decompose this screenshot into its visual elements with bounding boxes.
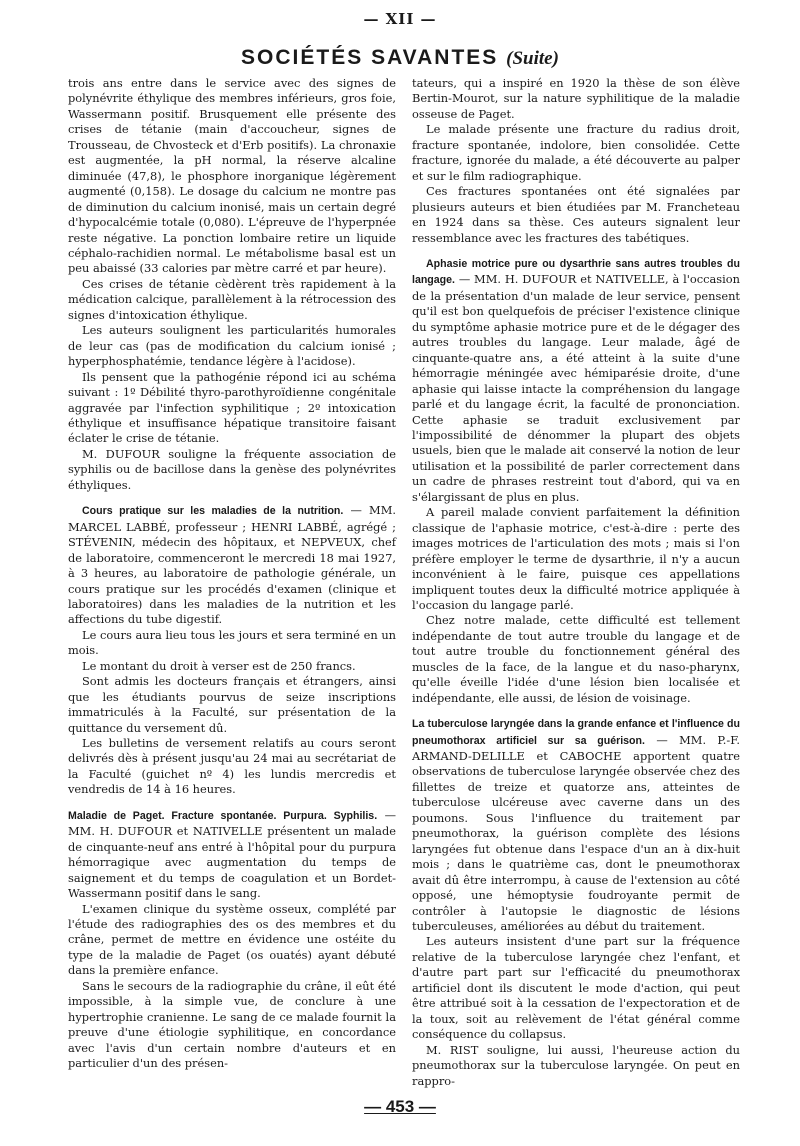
paragraph: trois ans entre dans le service avec des signes de polynévrite éthylique des membres inférieurs, gros foie, Wassermann positif. Brusquement elle présente des crises de tétanie (main d'accoucheur, signes de Trousseau, de Chvosteck et d'Erb positifs). La chronaxie est augmentée, la pH normal, la réserve alcaline diminuée (47,8), le phosphore inorganique légèrement augmenté (0,158). Le dosage du calcium ne montre pas de diminution du calcium inonisé, mais un certain degré d'hypocalcémie totale (0,080). L'épreuve de l'hyperpnée reste négative. La ponction lombaire retire un liquide céphalo-rachidien normal. Le métabolisme basal est un peu abaissé (33 calories par mètre carré et par heure). [68,76,396,276]
section-heading: Cours pratique sur les maladies de la nutrition. [82,505,344,518]
paragraph: Les auteurs soulignent les particularités humorales de leur cas (pas de modification du calcium ionisé ; hyperphosphatémie, tendance légère à l'acidose). [68,323,396,369]
section-heading: La tuberculose laryngée dans la grande enfance et l'influence du pneumothorax artificiel sur sa guérison. [412,718,740,747]
page-number-footer [0,1097,800,1117]
page-number: — 453 — [364,1097,436,1116]
paragraph: Les auteurs insistent d'une part sur la fréquence relative de la tuberculose laryngée chez l'enfant, et d'autre part part sur l'efficacité du pneumothorax artificiel dont ils discutent le mode d'action, qui peut être attribué soit à la cessation de l'expectoration et de la toux, soit au relèvement de l'état général comme conséquence du collapsus. [412,934,740,1042]
section-paget [68,808,396,902]
section-text: — MM. P.-F. ARMAND-DELILLE et CABOCHE apportent quatre observations de tuberculose laryngée observée chez des fillettes de treize et quatorze ans, atteintes de tuberculose ulcéreuse avec caverne dans un des poumons. Sous l'influence du traitement par pneumothorax, la guérison complète des lésions laryngées fut obtenue dans l'espace d'un an à dix-huit mois ; dans le quatrième cas, dont le pneumothorax avait dû être interrompu, à cause de l'extension au côté opposé, une hémoptysie foudroyante permit de contrôler à l'autopsie le diagnostic de lésions tuberculeuses, améliorées au début du traitement. [412,732,741,934]
paragraph: Ces crises de tétanie cèdèrent très rapidement à la médication calcique, parallèlement à la rétrocession des signes d'intoxication éthylique. [68,276,396,322]
section-text: — MM. H. DUFOUR et NATIVELLE présentent un malade de cinquante-neuf ans entré à l'hôpital pour du purpura hémorragique avec augmentation du temps de saignement et du temps de coagulation et un Bordet-Wassermann positif dans le sang. [68,807,397,901]
paragraph: tateurs, qui a inspiré en 1920 la thèse de son élève Bertin-Mourot, sur la nature syphilitique de la maladie osseuse de Paget. [412,76,740,121]
section-text: — MM. MARCEL LABBÉ, professeur ; HENRI LABBÉ, agrégé ; STÉVENIN, médecin des hôpitaux, et NEPVEUX, chef de laboratoire, commenceront le mercredi 18 mai 1927, à 3 heures, au laboratoire de pathologie générale, un cours pratique sur les procédés d'examen (clinique et laboratoires) dans les maladies de la nutrition et les affections du tube digestif. [68,503,396,627]
section-aphasie [412,256,740,505]
page-roman-numeral: — XII — [363,10,437,28]
section-heading: Aphasie motrice pure ou dysarthrie sans autres troubles du langage. [412,257,740,287]
paragraph: M. DUFOUR souligne la fréquente association de syphilis ou de bacillose dans la genèse des polynévrites éthyliques. [68,446,396,492]
page-title [0,46,800,70]
paragraph: Chez notre malade, cette difficulté est tellement indépendante de tout autre trouble du langage et de tout autre trouble du fonctionnement général des muscles de la face, de la langue et du naso-pharynx, qu'elle éveille l'idée d'une lésion bien localisée et indépendante, elle aussi, de lésion de voisinage. [412,613,740,705]
section-nutrition [68,503,396,628]
right-column [412,76,740,1089]
paragraph: A pareil malade convient parfaitement la définition classique de l'aphasie motrice, c'est-à-dire : perte des images motrices de l'articulation des mots ; mais si l'on préfère employer le terme de dysarthrie, il n'y a aucun inconvénient à le faire, puisque ces appellations impliquent toutes deux la difficulté motrice appliquée à l'occasion du langage parlé. [412,505,740,612]
paragraph: Le montant du droit à verser est de 250 francs. [82,658,356,673]
paragraph: Sans le secours de la radiographie du crâne, il eût été impossible, à la simple vue, de conclure à une hypertrophie cranienne. Le sang de ce malade fournit la preuve d'une étiologie syphilitique, en concordance avec l'avis d'un certain nombre d'auteurs et en particulier d'un des présen- [68,978,396,1071]
paragraph: Les bulletins de versement relatifs au cours seront delivrés dès à présent jusqu'au 24 mai au secrétariat de la Faculté (guichet nº 4) les lundis mercredis et vendredis de 14 à 16 heures. [68,736,396,797]
paragraph: Ces fractures spontanées ont été signalées par plusieurs auteurs et bien étudiées par M. Francheteau en 1924 dans sa thèse. Ces auteurs signalent leur ressemblance avec les fractures des tabétiques. [412,184,740,245]
title-suite: (Suite) [506,48,559,69]
left-column [68,76,396,1072]
section-tuberculose [412,716,740,934]
section-heading: Maladie de Paget. Fracture spontanée. Purpura. Syphilis. [68,809,378,822]
title-main: SOCIÉTÉS SAVANTES [241,46,499,69]
paragraph: L'examen clinique du système osseux, complété par l'étude des radiographies des os des membres et du crâne, permet de mettre en évidence une ostéite du type de la maladie de Paget (os ouatés) ayant débuté dans la première enfance. [68,901,396,978]
paragraph: Ils pensent que la pathogénie répond ici au schéma suivant : 1º Débilité thyro-parothyroïdienne congénitale aggravée par l'infection syphilitique ; 2º intoxication éthylique et insuffisance hépatique transitoire faisant éclater le crise de tétanie. [68,369,396,446]
paragraph: Le cours aura lieu tous les jours et sera terminé en un mois. [68,627,396,658]
paragraph: Le malade présente une fracture du radius droit, fracture spontanée, indolore, bien consolidée. Cette fracture, ignorée du malade, a été découverte au palper et sur le film radiographique. [412,122,740,183]
paragraph: Sont admis les docteurs français et étrangers, ainsi que les étudiants pourvus de seize inscriptions immatriculés à la Faculté, sur présentation de la quittance du versement dû. [68,674,396,735]
section-text: — MM. H. DUFOUR et NATIVELLE, à l'occasion de la présentation d'un malade de leur service, pensent qu'il est bon quelquefois de préciser l'existence clinique du symptôme aphasie motrice pure et de le dégager des autres troubles du langage. Leur malade, âgé de cinquante-quatre ans, a été atteint à la suite d'une hémorragie méningée avec hémiparésie droite, d'une aphasie qui laisse intacte la compréhension du langage parlé et du langage écrit, la faculté de prononciation. Cette aphasie se traduit exclusivement par l'impossibilité de dénommer la plupart des objets usuels, bien que le malade ait conservé la notion de leur utilisation et la possibilité de parler correctement dans un cadre de phrases restreint tout d'abord, qui va en s'élargissant de plus en plus. [412,272,740,504]
paragraph: M. RIST souligne, lui aussi, l'heureuse action du pneumothorax sur la tuberculose laryngée. On peut en rappro- [412,1042,740,1088]
